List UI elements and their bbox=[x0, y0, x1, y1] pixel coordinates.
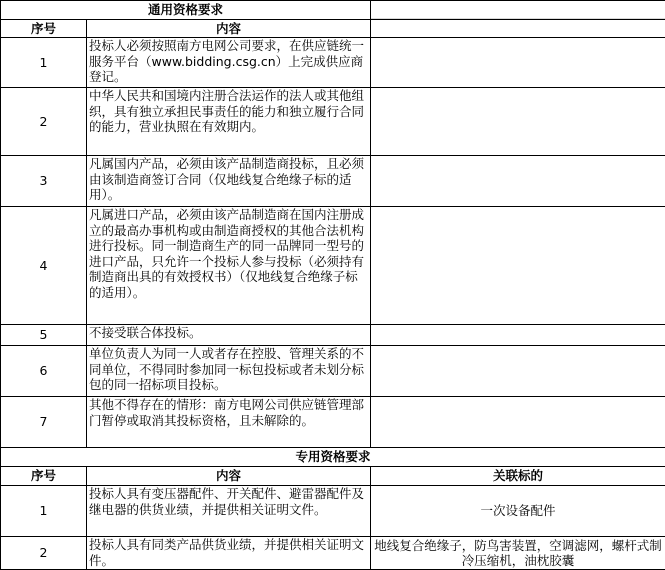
special-header-related: 关联标的 bbox=[371, 467, 665, 486]
special-header-no: 序号 bbox=[1, 467, 87, 486]
special-row-related: 一次设备配件 bbox=[371, 486, 665, 537]
general-title: 通用资格要求 bbox=[1, 1, 371, 20]
special-header-content: 内容 bbox=[87, 467, 371, 486]
general-row-no: 3 bbox=[1, 156, 87, 207]
special-row-content: 投标人具有变压器配件、开关配件、避雷器配件及继电器的供货业绩，并提供相关证明文件。 bbox=[87, 486, 371, 537]
general-row-content: 其他不得存在的情形：南方电网公司供应链管理部门暂停或取消其投标资格，且未解除的。 bbox=[87, 397, 371, 448]
general-row-content: 凡属进口产品，必须由该产品制造商在国内注册成立的最高办事机构或由制造商授权的其他合法机构进行投标。同一制造商生产的同一品牌同一型号的进口产品，只允许一个投标人参与投标（必须持有制造商出具的有效授权书）（仅地线复合绝缘子标的适用）。 bbox=[87, 207, 371, 325]
special-row-content: 投标人具有同类产品供货业绩，并提供相关证明文件。 bbox=[87, 537, 371, 570]
general-row-content: 投标人必须按照南方电网公司要求，在供应链统一服务平台（www.bidding.csg.cn）上完成供应商登记。 bbox=[87, 38, 371, 88]
general-row-no: 6 bbox=[1, 346, 87, 397]
general-row-content: 中华人民共和国境内注册合法运作的法人或其他组织，具有独立承担民事责任的能力和独立履行合同的能力，营业执照在有效期内。 bbox=[87, 88, 371, 156]
general-row-content: 凡属国内产品，必须由该产品制造商投标，且必须由该制造商签订合同（仅地线复合绝缘子标的适用）。 bbox=[87, 156, 371, 207]
general-row-no: 1 bbox=[1, 38, 87, 88]
general-row-no: 7 bbox=[1, 397, 87, 448]
general-row-no: 4 bbox=[1, 207, 87, 325]
general-header-no: 序号 bbox=[1, 20, 87, 38]
general-row-content: 不接受联合体投标。 bbox=[87, 325, 371, 346]
general-header-content: 内容 bbox=[87, 20, 371, 38]
general-row-no: 2 bbox=[1, 88, 87, 156]
special-title: 专用资格要求 bbox=[1, 448, 665, 467]
general-row-content: 单位负责人为同一人或者存在控股、管理关系的不同单位，不得同时参加同一标包投标或者未划分标包的同一招标项目投标。 bbox=[87, 346, 371, 397]
special-row-related: 地线复合绝缘子，防鸟害装置，空调滤网，螺杆式制冷压缩机，油枕胶囊 bbox=[371, 537, 665, 570]
special-row-no: 1 bbox=[1, 486, 87, 537]
special-row-no: 2 bbox=[1, 537, 87, 570]
general-row-no: 5 bbox=[1, 325, 87, 346]
